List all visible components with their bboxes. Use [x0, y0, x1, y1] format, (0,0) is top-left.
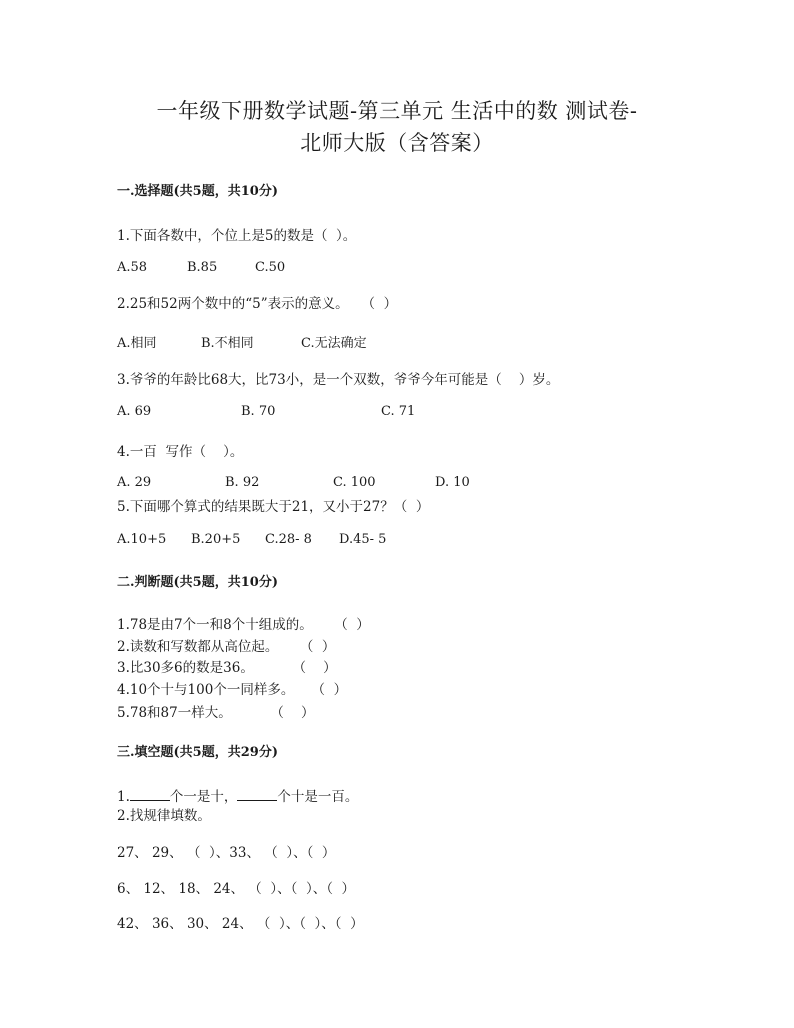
judge-question-5: 5.78和87一样大。 （ ）	[117, 705, 315, 721]
choice-options-3	[117, 404, 677, 422]
answer-blank	[130, 788, 170, 801]
option-c: C.28- 8	[265, 532, 312, 547]
option-c: C. 100	[333, 475, 376, 490]
option-c: C.50	[255, 260, 286, 275]
fill-q1-mid: 个一是十，	[169, 789, 238, 805]
section-heading-choice: 一.选择题(共5题，共10分)	[117, 184, 278, 199]
option-b: B.不相同	[201, 336, 254, 351]
choice-question-3: 3.爷爷的年龄比68大，比73小，是一个双数，爷爷今年可能是（ ）岁。	[117, 372, 560, 388]
option-a: A. 29	[117, 475, 152, 490]
document-title-line-1: 一年级下册数学试题-第三单元 生活中的数 测试卷-	[156, 99, 638, 123]
document-title-line-2: 北师大版（含答案）	[300, 131, 494, 155]
option-c: C.无法确定	[301, 336, 367, 351]
choice-options-4	[117, 475, 677, 493]
option-b: B.20+5	[191, 532, 241, 547]
pattern-row-1: 27、 29、 （ ）、33、 （ ）、（ ）	[117, 845, 336, 861]
choice-question-2: 2.25和52两个数中的“5”表示的意义。 （ ）	[117, 296, 398, 312]
option-b: B. 92	[225, 475, 260, 490]
option-d: D. 10	[435, 475, 470, 490]
judge-question-2: 2.读数和写数都从高位起。 （ ）	[117, 639, 336, 655]
option-b: B.85	[187, 260, 218, 275]
choice-question-5: 5.下面哪个算式的结果既大于21，又小于27？（ ）	[117, 499, 430, 515]
pattern-row-3: 42、 36、 30、 24、 （ ）、（ ）、（ ）	[117, 916, 364, 932]
option-b: B. 70	[241, 404, 276, 419]
answer-blank	[237, 788, 277, 801]
option-d: D.45- 5	[339, 532, 387, 547]
choice-options-2	[117, 332, 677, 350]
option-a: A.58	[117, 260, 148, 275]
choice-options-5	[117, 532, 677, 550]
choice-question-1: 1.下面各数中，个位上是5的数是（ ）。	[117, 228, 357, 244]
pattern-row-2: 6、 12、 18、 24、 （ ）、（ ）、（ ）	[117, 881, 356, 897]
judge-question-1: 1.78是由7个一和8个十组成的。 （ ）	[117, 617, 370, 633]
option-a: A. 69	[117, 404, 152, 419]
option-a: A.相同	[117, 336, 157, 351]
option-c: C. 71	[381, 404, 416, 419]
judge-question-3: 3.比30多6的数是36。 （ ）	[117, 660, 337, 676]
fill-question-2: 2.找规律填数。	[117, 808, 211, 824]
choice-question-4: 4.一百 写作（ ）。	[117, 444, 244, 460]
section-heading-fill: 三.填空题(共5题，共29分)	[117, 745, 278, 760]
section-heading-judge: 二.判断题(共5题，共10分)	[117, 575, 278, 590]
option-a: A.10+5	[117, 532, 167, 547]
fill-q1-prefix: 1.	[117, 789, 130, 805]
fill-question-1	[117, 785, 358, 805]
fill-q1-suffix: 个十是一百。	[277, 789, 359, 805]
choice-options-1	[117, 260, 677, 278]
judge-question-4: 4.10个十与100个一同样多。 （ ）	[117, 682, 348, 698]
